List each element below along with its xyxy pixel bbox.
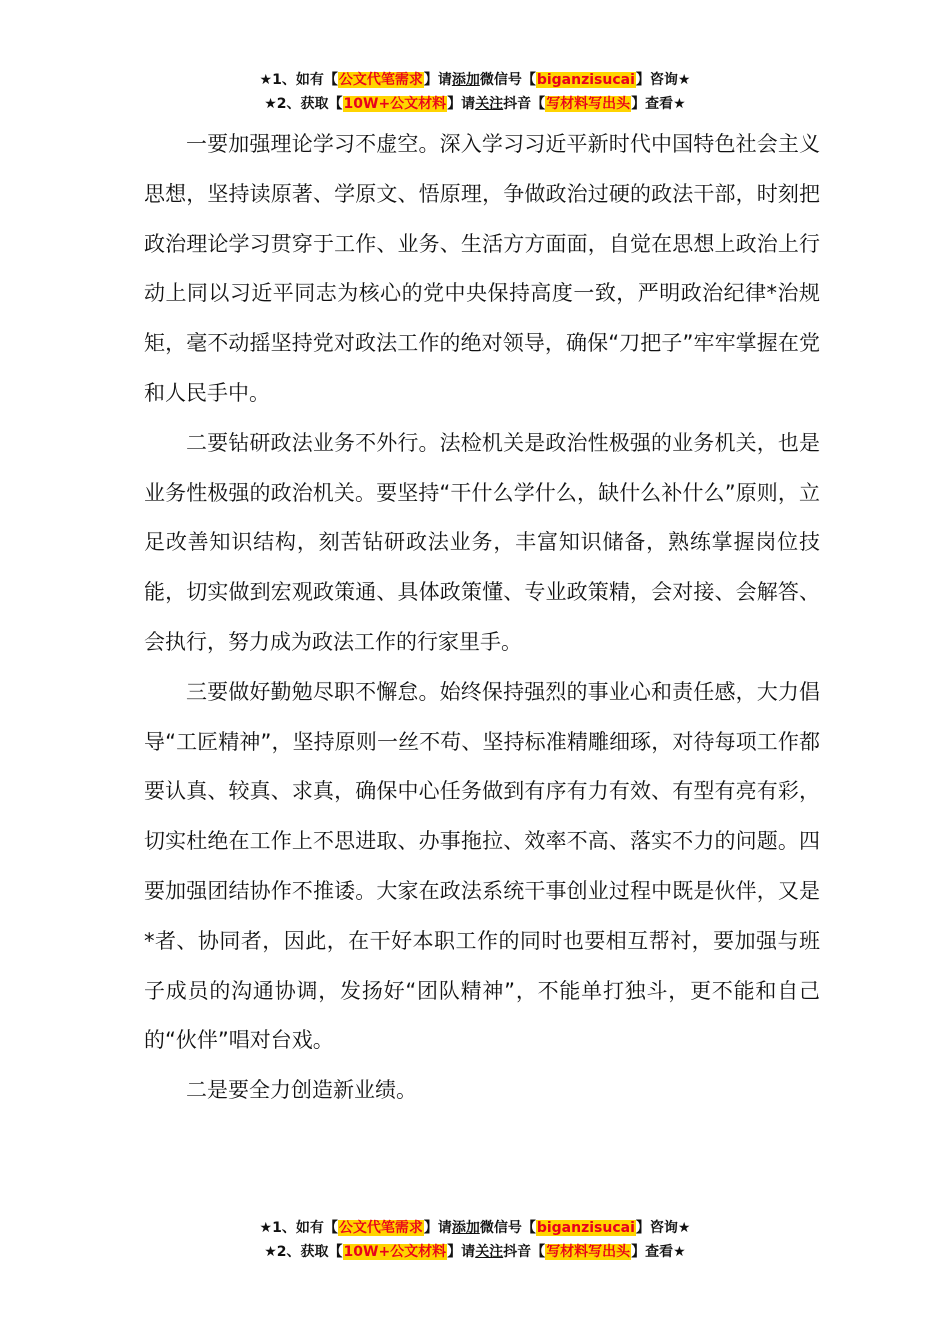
ad-line-1 <box>0 68 950 92</box>
ad-highlight: biganzisucai <box>536 1220 635 1236</box>
ad-text: 抖音【 <box>503 1244 546 1260</box>
paragraph: 一要加强理论学习不虚空。深入学习习近平新时代中国特色社会主义思想，坚持读原著、学原文、悟原理，争做政治过硬的政法干部，时刻把政治理论学习贯穿于工作、业务、生活方方面面，自觉在思想上政治上行动上同以习近平同志为核心的党中央保持高度一致，严明政治纪律*治规矩，毫不动摇坚持党对政法工作的绝对领导，确保“刀把子”牢牢掌握在党和人民手中。 <box>144 132 820 405</box>
ad-text: 】请 <box>423 1220 452 1236</box>
ad-highlight: 写材料写出头 <box>546 1244 631 1260</box>
ad-text: 】咨询★ <box>635 1220 691 1236</box>
ad-text: 微信号【 <box>479 1220 536 1236</box>
ad-line-1 <box>0 1216 950 1240</box>
ad-text: 抖音【 <box>503 96 546 112</box>
ad-text: 】查看★ <box>631 96 686 112</box>
ad-highlight: 10W+公文材料 <box>343 96 447 112</box>
ad-highlight: 10W+公文材料 <box>343 1244 447 1260</box>
ad-line-2 <box>0 92 950 116</box>
ad-text: ★1、如有【 <box>259 72 338 88</box>
ad-text: ★1、如有【 <box>259 1220 338 1236</box>
ad-text: ★2、获取【 <box>264 1244 343 1260</box>
ad-emphasis: 添加 <box>451 72 480 88</box>
ad-text: 】请 <box>447 96 476 112</box>
paragraph: 二要钻研政法业务不外行。法检机关是政治性极强的业务机关，也是业务性极强的政治机关。要坚持“干什么学什么，缺什么补什么”原则，立足改善知识结构，刻苦钻研政法业务，丰富知识储备，熟练掌握岗位技能，切实做到宏观政策通、具体政策懂、专业政策精，会对接、会解答、会执行，努力成为政法工作的行家里手。 <box>144 430 820 654</box>
ad-highlight: 公文代笔需求 <box>338 1220 423 1236</box>
ad-text: 】请 <box>447 1244 476 1260</box>
ad-text: ★2、获取【 <box>264 96 343 112</box>
ad-text: 】咨询★ <box>635 72 691 88</box>
document-body <box>144 120 820 1116</box>
ad-highlight: biganzisucai <box>536 72 635 88</box>
ad-emphasis: 关注 <box>475 1244 504 1260</box>
paragraph: 二是要全力创造新业绩。 <box>186 1078 417 1103</box>
ad-line-2 <box>0 1240 950 1264</box>
ad-text: 】请 <box>423 72 452 88</box>
ad-highlight: 公文代笔需求 <box>338 72 423 88</box>
ad-text: 】查看★ <box>631 1244 686 1260</box>
ad-text: 微信号【 <box>479 72 536 88</box>
ad-highlight: 写材料写出头 <box>546 96 631 112</box>
paragraph: 三要做好勤勉尽职不懈怠。始终保持强烈的事业心和责任感，大力倡导“工匠精神”，坚持原则一丝不苟、坚持标准精雕细琢，对待每项工作都要认真、较真、求真，确保中心任务做到有序有力有效、有型有亮有彩，切实杜绝在工作上不思进取、办事拖拉、效率不高、落实不力的问题。四要加强团结协作不推诿。大家在政法系统干事创业过程中既是伙伴，又是*者、协同者，因此，在干好本职工作的同时也要相互帮衬，要加强与班子成员的沟通协调，发扬好“团队精神”，不能单打独斗，更不能和自己的“伙伴”唱对台戏。 <box>144 679 820 1053</box>
ad-banner-bottom <box>0 1216 950 1264</box>
ad-banner-top <box>0 68 950 116</box>
ad-emphasis: 关注 <box>475 96 504 112</box>
ad-emphasis: 添加 <box>451 1220 480 1236</box>
